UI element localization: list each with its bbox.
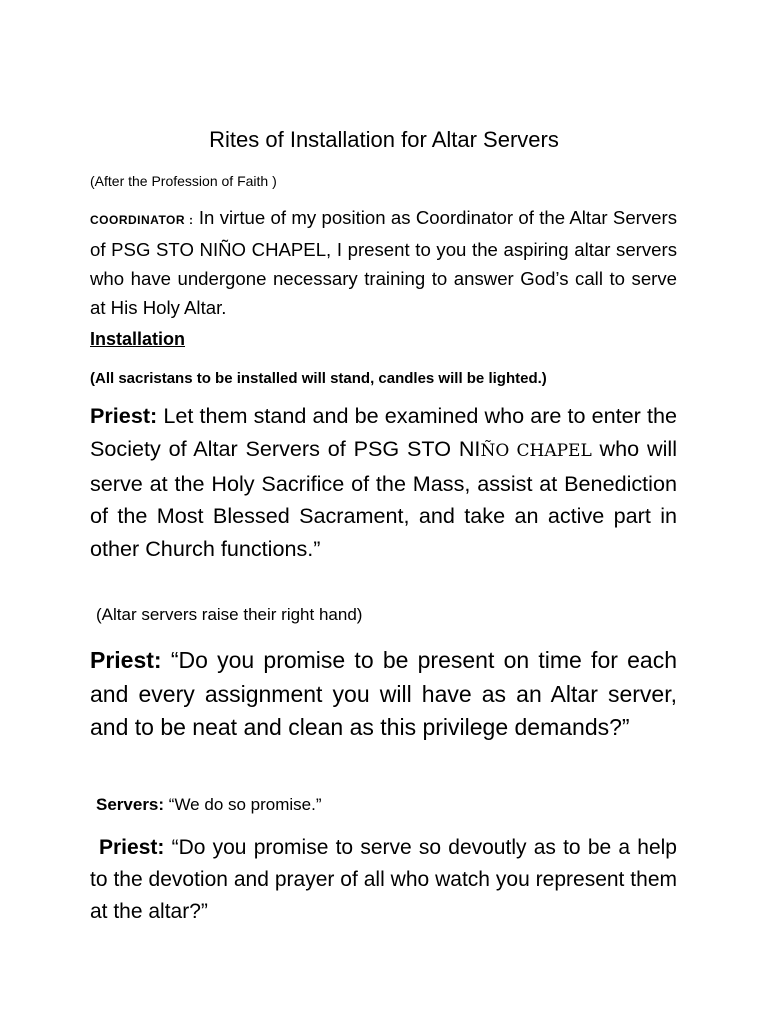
section-heading-installation: Installation xyxy=(90,329,186,349)
priest-text-2: “Do you promise to be present on time for each and every assignment you will have as an Altar server, and to be neat and clean as this privilege demands?” xyxy=(90,647,677,740)
priest-label: Priest: xyxy=(90,403,158,428)
document-title: Rites of Installation for Altar Servers xyxy=(209,127,559,152)
priest-label: Priest: xyxy=(90,647,162,673)
coordinator-label: COORDINATOR : xyxy=(90,213,194,227)
raise-hand-direction: (Altar servers raise their right hand) xyxy=(96,605,363,624)
priest-paragraph-3 xyxy=(90,832,677,928)
servers-text: “We do so promise.” xyxy=(164,795,322,814)
stage-direction: (All sacristans to be installed will stand, candles will be lighted.) xyxy=(90,370,547,387)
servers-label: Servers: xyxy=(96,795,165,814)
priest-label: Priest: xyxy=(99,836,165,859)
coordinator-paragraph xyxy=(90,203,677,322)
priest-paragraph-2 xyxy=(90,644,677,745)
priest-text-1a: Let them stand and be examined who are to enter the Society of Altar Servers of PSG STO NI xyxy=(90,403,677,461)
priest-text-3: “Do you promise to serve so devoutly as to be a help to the devotion and prayer of all who watch you represent them at the altar?” xyxy=(90,836,677,923)
coordinator-text: In virtue of my position as Coordinator of the Altar Servers of PSG STO NIÑO CHAPEL, I present to you the aspiring altar servers who have undergone necessary training to answer God’s call to serve at His Holy Altar. xyxy=(90,207,677,318)
priest-paragraph-1 xyxy=(90,400,677,566)
servers-response xyxy=(96,793,683,817)
priest-text-1b: who will serve at the Holy Sacrifice of the Mass, assist at Benediction of the Most Blessed Sacrament, and take an active part in other Church functions.” xyxy=(90,435,677,562)
subtitle-note: (After the Profession of Faith ) xyxy=(90,173,277,189)
priest-text-1-mono: ÑO CHAPEL xyxy=(480,440,592,461)
